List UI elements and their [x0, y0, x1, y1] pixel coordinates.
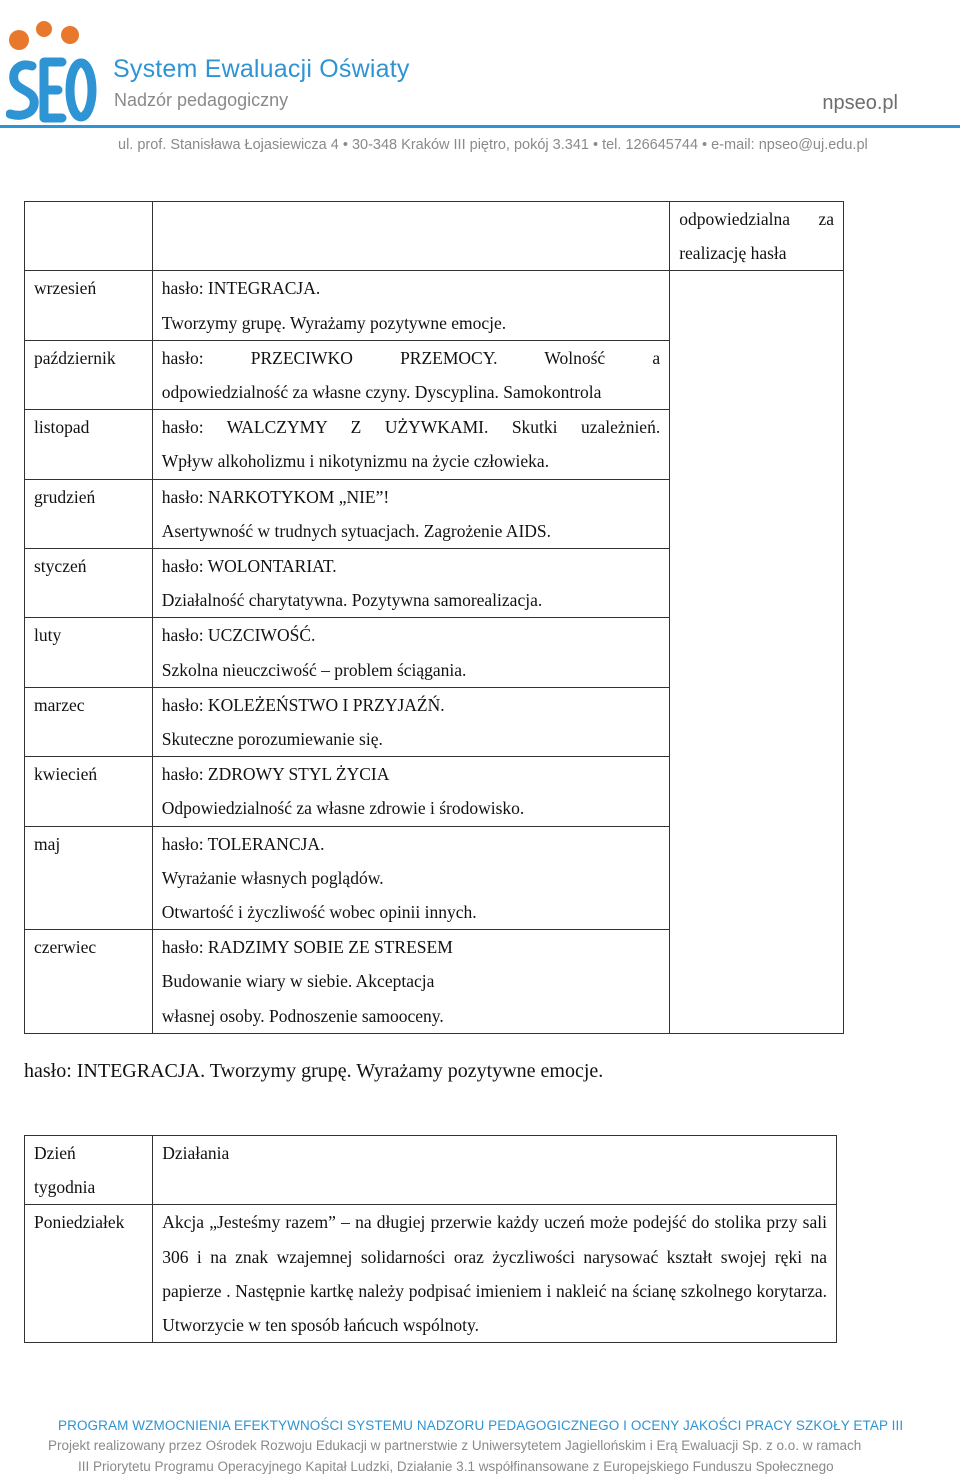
footer-program: PROGRAM WZMOCNIENIA EFEKTYWNOŚCI SYSTEMU NADZORU PEDAGOGICZNEGO I OCENY JAKOŚCI PRACY SZKOŁY ETAP III [58, 1418, 904, 1433]
slogan-cell [152, 271, 669, 340]
slogan-line: Wpływ alkoholizmu i nikotynizmu na życie człowieka. [161, 451, 550, 472]
slogan-line: Asertywność w trudnych sytuacjach. Zagrożenie AIDS. [161, 520, 552, 541]
slogan-cell [152, 202, 669, 271]
header-site[interactable]: npseo.pl [822, 92, 898, 114]
month-cell: kwiecień [25, 757, 153, 826]
slogan-line: Wyrażanie własnych poglądów. [161, 867, 384, 888]
slogan-line: Szkolna nieuczciwość – problem ściągania. [161, 659, 467, 680]
month-cell: czerwiec [25, 930, 153, 1034]
month-cell: marzec [25, 687, 153, 756]
slogan-cell [152, 930, 669, 1034]
slogan-line: Budowanie wiary w siebie. Akceptacja [161, 971, 435, 992]
day-header-cell [25, 1136, 153, 1205]
seo-logo [6, 18, 98, 130]
slogan-line: hasło: KOLEŻEŃSTWO I PRZYJAŹŃ. [161, 694, 445, 715]
month-cell: październik [25, 340, 153, 409]
month-cell: grudzień [25, 479, 153, 548]
slogan-line: hasło: UCZCIWOŚĆ. [161, 625, 316, 646]
slogan-cell [152, 410, 669, 479]
action-text: Akcja „Jesteśmy razem” – na długiej przerwie każdy uczeń może podejść do stolika przy sali 306 i na znak wzajemnej solidarności oraz życzliwości narysować kształt swojej ręki na papierze . Następnie kartkę należy podpisać imieniem i nakleić na ścianę szkolnego korytarza. Utworzycie w ten sposób łańcuch wspólnoty. [162, 1212, 827, 1336]
slogan-line: hasło: ZDROWY STYL ŻYCIA [161, 764, 390, 785]
slogan-line: hasło: TOLERANCJA. [161, 833, 325, 854]
slogan-cell [152, 340, 669, 409]
responsible-header-line: realizację hasła [679, 243, 787, 264]
slogan-line: hasło: PRZECIWKO PRZEMOCY. Wolność a [161, 347, 661, 368]
section-title: hasło: INTEGRACJA. Tworzymy grupę. Wyrażamy pozytywne emocje. [24, 1060, 604, 1082]
slogan-cell [152, 826, 669, 930]
slogan-line: własnej osoby. Podnoszenie samooceny. [161, 1005, 444, 1026]
responsible-header-cell [670, 202, 844, 271]
table-row [25, 202, 844, 271]
month-cell: listopad [25, 410, 153, 479]
action-cell [153, 1205, 837, 1343]
table-row [25, 271, 844, 340]
day-header-line: tygodnia [34, 1177, 96, 1198]
slogan-cell [152, 479, 669, 548]
table-row [25, 1205, 837, 1343]
slogan-line: Odpowiedzialność za własne zdrowie i środowisko. [161, 798, 525, 819]
day-header-line: Dzień [34, 1143, 76, 1163]
day-cell: Poniedziałek [25, 1205, 153, 1343]
header-address: ul. prof. Stanisława Łojasiewicza 4 • 30-348 Kraków III piętro, pokój 3.341 • tel. 126645744 • e-mail: npseo@uj.edu.pl [118, 137, 868, 153]
header-subtitle: Nadzór pedagogiczny [114, 90, 289, 110]
slogan-line: hasło: NARKOTYKOM „NIE”! [161, 486, 390, 507]
schedule-table [24, 201, 844, 1034]
slogan-line: Tworzymy grupę. Wyrażamy pozytywne emocje. [161, 312, 507, 333]
month-cell: wrzesień [25, 271, 153, 340]
responsible-cell [670, 271, 844, 1033]
slogan-line: Otwartość i życzliwość wobec opinii innych. [161, 902, 477, 923]
header-title: System Ewaluacji Oświaty [113, 55, 410, 83]
month-cell: maj [25, 826, 153, 930]
footer-project: Projekt realizowany przez Ośrodek Rozwoju Edukacji w partnerstwie z Uniwersytetem Jagiellońskim i Erą Ewaluacji Sp. z o.o. w ramach [48, 1438, 862, 1453]
actions-table [24, 1135, 837, 1343]
actions-header-cell: Działania [153, 1136, 837, 1205]
slogan-line: hasło: INTEGRACJA. [161, 278, 321, 299]
slogan-line: Skuteczne porozumiewanie się. [161, 729, 383, 750]
slogan-line: Działalność charytatywna. Pozytywna samorealizacja. [161, 590, 543, 611]
header-divider [0, 125, 960, 128]
month-cell: styczeń [25, 549, 153, 618]
letterhead [0, 0, 960, 165]
slogan-line: hasło: WOLONTARIAT. [161, 556, 337, 577]
slogan-cell [152, 618, 669, 687]
slogan-cell [152, 757, 669, 826]
slogan-line: odpowiedzialność za własne czyny. Dyscyplina. Samokontrola [161, 382, 602, 403]
slogan-cell [152, 687, 669, 756]
table-row [25, 1136, 837, 1205]
month-cell [25, 202, 153, 271]
month-cell: luty [25, 618, 153, 687]
responsible-header-line: odpowiedzialna za [679, 209, 834, 229]
footer-funding: III Priorytetu Programu Operacyjnego Kapitał Ludzki, Działanie 3.1 współfinansowane z Europejskiego Funduszu Społecznego [78, 1459, 834, 1474]
slogan-cell [152, 549, 669, 618]
slogan-line: hasło: RADZIMY SOBIE ZE STRESEM [161, 937, 453, 958]
slogan-line: hasło: WALCZYMY Z UŻYWKAMI. Skutki uzależnień. [161, 417, 661, 438]
